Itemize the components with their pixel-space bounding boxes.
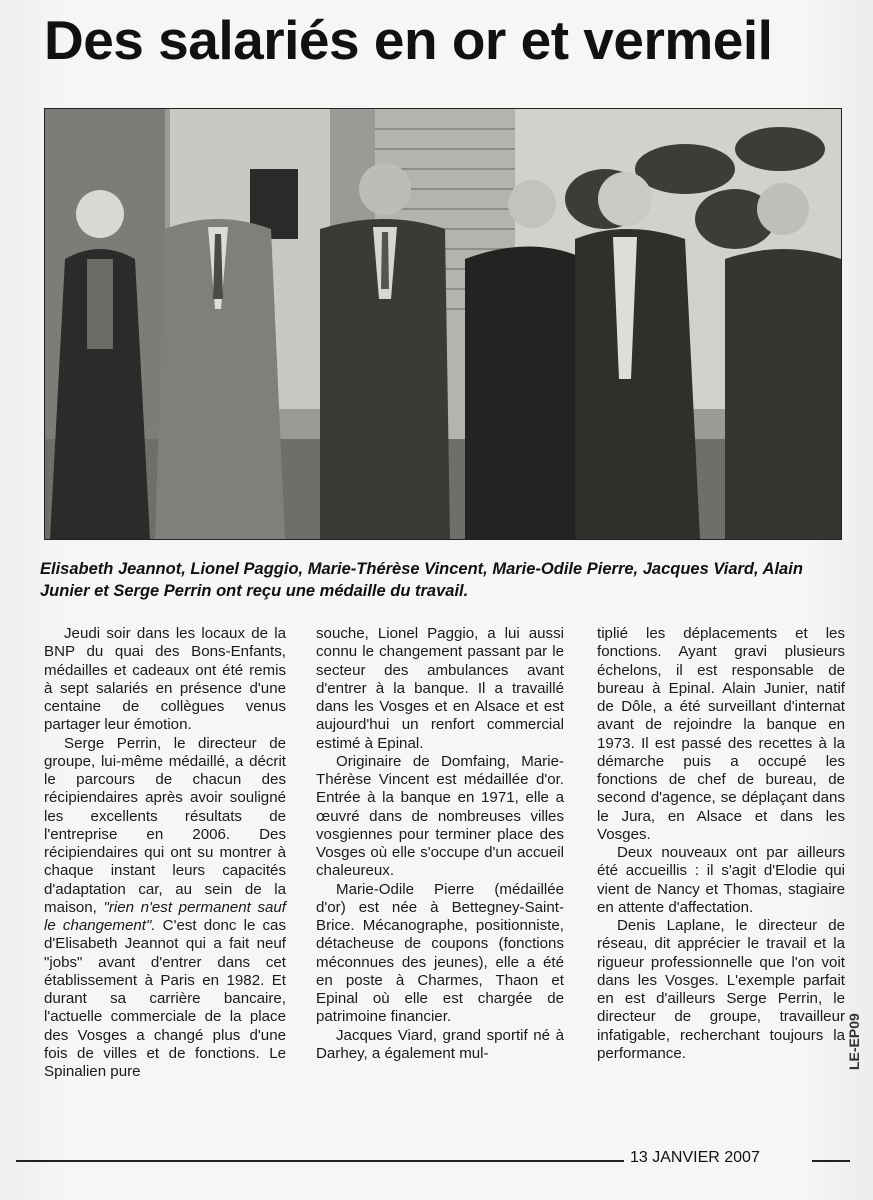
article-column-3 — [597, 625, 845, 1063]
footer-rule — [16, 1160, 624, 1162]
footer-rule — [812, 1160, 850, 1162]
paragraph: Jeudi soir dans les locaux de la BNP du quai des Bons-Enfants, médailles et cadeaux ont été remis à sept salariés en présence d'une centaine de collègues venus partager leur émotion. — [44, 625, 286, 734]
publication-date: 13 JANVIER 2007 — [630, 1149, 760, 1166]
article-column-1 — [44, 625, 286, 1081]
paragraph-text: C'est donc le cas d'Elisabeth Jeannot qui a fait neuf "jobs" avant d'entrer dans cet établissement à Paris en 1982. Et durant sa carrière bancaire, l'actuelle commerciale de la place des Vosges a changé plus d'une fois de villes et de fonctions. Le Spinalien pure — [44, 917, 286, 1080]
paragraph: Marie-Odile Pierre (médaillée d'or) est née à Bettegney-Saint-Brice. Mécanographe, positionniste, détacheuse de coupons (fonctions méconnues des jeunes), elle a été en poste à Charmes, Thaon et Epinal où elle est chargée de patrimoine financier. — [316, 880, 564, 1026]
archive-stamp: LE-EP09 — [846, 1013, 862, 1070]
paragraph — [44, 735, 286, 1082]
paragraph-text: Serge Perrin, le directeur de groupe, lui-même médaillé, a décrit le parcours de chacun des récipiendaires après avoir souligné les excellents résultats de l'entreprise en 2006. Des récipiendaires qui ont su montrer à chaque instant leurs capacités d'adaptation car, au sein de la maison, — [44, 734, 286, 916]
paragraph: Denis Laplane, le directeur de réseau, dit apprécier le travail et la rigueur professionnelle que l'on voit dans les Vosges. L'exemple parfait en est d'ailleurs Serge Perrin, le directeur de groupe, travailleur infatigable, recherchant toujours la performance. — [597, 917, 845, 1062]
article-headline: Des salariés en or et vermeil — [44, 9, 773, 71]
article-column-2 — [316, 625, 564, 1063]
group-photo — [44, 108, 842, 540]
quote-text: "rien n'est permanent sauf le changement". — [44, 898, 286, 934]
photo-caption: Elisabeth Jeannot, Lionel Paggio, Marie-Thérèse Vincent, Marie-Odile Pierre, Jacques Viard, Alain Junier et Serge Perrin ont reçu une médaille du travail. — [40, 560, 803, 600]
paragraph: souche, Lionel Paggio, a lui aussi connu le changement passant par le secteur des ambulances avant d'entrer à la banque. Il a travaillé dans les Vosges et en Alsace et est aujourd'hui un renfort commercial estimé à Epinal. — [316, 625, 564, 752]
paragraph: tiplié les déplacements et les fonctions. Ayant gravi plusieurs échelons, il est responsable de bureau à Epinal. Alain Junier, natif de Dôle, a été surveillant d'internat avant de rejoindre la banque en 1973. Il est passé des recettes à la démarche puis a occupé les fonctions de chef de bureau, de second d'agence, se déplaçant dans le Jura, en Alsace et dans les Vosges. — [597, 625, 845, 843]
paragraph: Originaire de Domfaing, Marie-Thérèse Vincent est médaillée d'or. Entrée à la banque en 1971, elle a œuvré dans de nombreuses villes vosgiennes pour terminer place des Vosges où elle s'occupe d'un accueil chaleureux. — [316, 752, 564, 880]
paragraph: Deux nouveaux ont par ailleurs été accueillis : il s'agit d'Elodie qui vient de Nancy et Thomas, stagiaire en attente d'affectation. — [597, 844, 845, 916]
paragraph: Jacques Viard, grand sportif né à Darhey, a également mul- — [316, 1026, 564, 1062]
